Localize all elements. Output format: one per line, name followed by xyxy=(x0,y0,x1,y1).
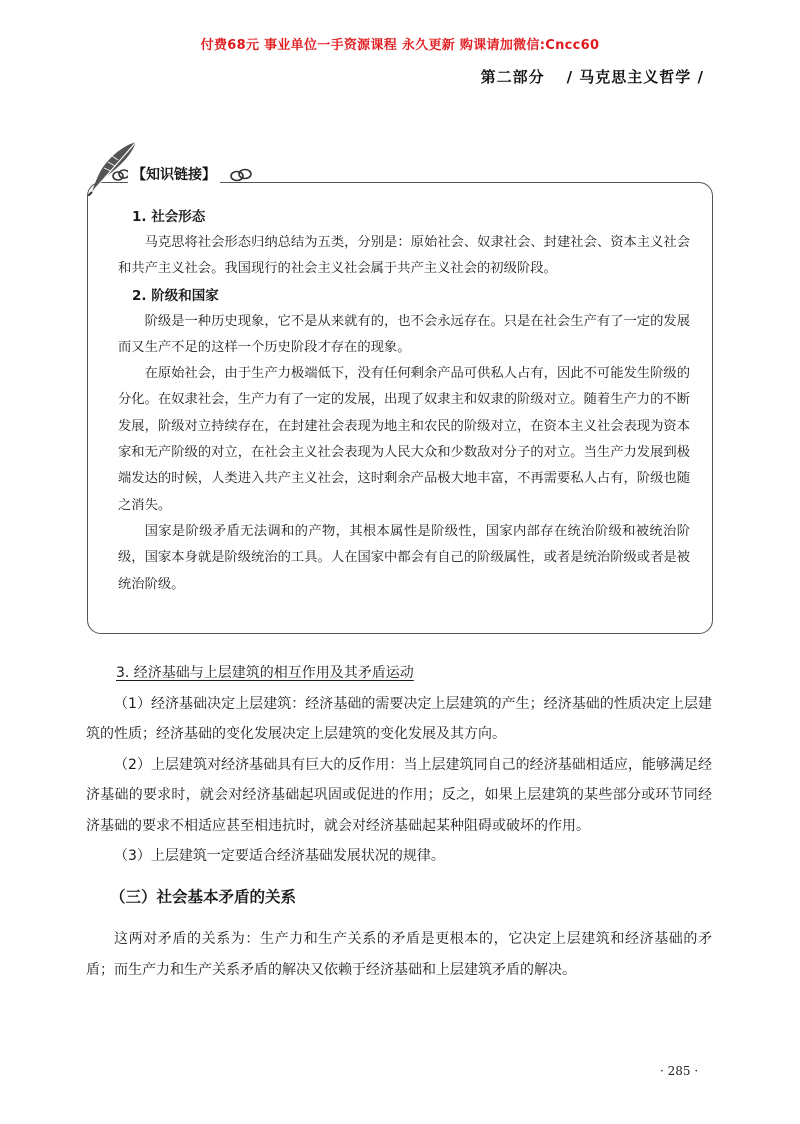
header-part: 第二部分 xyxy=(480,68,545,86)
subsection-heading: （三）社会基本矛盾的关系 xyxy=(110,887,297,906)
body-paragraph: （3）上层建筑一定要适合经济基础发展状况的规律。 xyxy=(114,848,445,864)
header-section: / 马克思主义哲学 / xyxy=(566,68,704,86)
knowledge-box-title: 【知识链接】 xyxy=(128,164,220,184)
knowledge-paragraph: 马克思将社会形态归纳总结为五类，分别是：原始社会、奴隶社会、封建社会、资本主义社会和共产主义社会。我国现行的社会主义社会属于共产主义社会的初级阶段。 xyxy=(118,235,690,277)
running-header xyxy=(481,66,714,87)
body-paragraph: 这两对矛盾的关系为：生产力和生产关系的矛盾是更根本的，它决定上层建筑和经济基础的矛盾；而生产力和生产关系矛盾的解决又依赖于经济基础和上层建筑矛盾的解决。 xyxy=(86,931,712,978)
knowledge-paragraph: 在原始社会，由于生产力极端低下，没有任何剩余产品可供私人占有，因此不可能发生阶级的分化。在奴隶社会，生产力有了一定的发展，出现了奴隶主和奴隶的阶级对立。随着生产力的不断发展，阶级对立持续存在，在封建社会表现为地主和农民的阶级对立，在资本主义社会表现为资本家和无产阶级的对立，在社会主义社会表现为人民大众和少数敌对分子的对立。当生产力发展到极端发达的时候，人类进入共产主义社会，这时剩余产品极大地丰富，不再需要私人占有，阶级也随之消失。 xyxy=(118,366,690,513)
chain-link-icon xyxy=(230,167,252,183)
knowledge-paragraph: 阶级是一种历史现象，它不是从来就有的，也不会永远存在。只是在社会生产有了一定的发展而又生产不足的这样一个历史阶段才存在的现象。 xyxy=(118,313,690,355)
section-heading-text: 3. 经济基础与上层建筑的相互作用及其矛盾运动 xyxy=(116,665,414,681)
knowledge-box-content xyxy=(118,204,690,598)
page-number: · 285 · xyxy=(660,1064,699,1078)
section-heading xyxy=(116,658,712,689)
watermark-text: 付费68元 事业单位一手资源课程 永久更新 购课请加微信:Cncc60 xyxy=(200,38,600,53)
body-paragraph: （2）上层建筑对经济基础具有巨大的反作用：当上层建筑同自己的经济基础相适应，能够满足经济基础的要求时，就会对经济基础起巩固或促进的作用；反之，如果上层建筑的某些部分或环节同经济基础的要求不相适应甚至相违抗时，就会对经济基础起某种阻碍或破坏的作用。 xyxy=(86,756,712,834)
knowledge-heading-class-state: 2. 阶级和国家 xyxy=(132,287,219,304)
body-paragraph: （1）经济基础决定上层建筑：经济基础的需要决定上层建筑的产生；经济基础的性质决定上层建筑的性质；经济基础的变化发展决定上层建筑的变化发展及其方向。 xyxy=(86,695,712,742)
knowledge-box-header xyxy=(82,140,302,196)
knowledge-paragraph: 国家是阶级矛盾无法调和的产物，其根本属性是阶级性，国家内部存在统治阶级和被统治阶级，国家本身就是阶级统治的工具。人在国家中都会有自己的阶级属性，或者是统治阶级或者是被统治阶级。 xyxy=(118,523,690,592)
main-body xyxy=(86,658,712,985)
knowledge-heading-social-forms: 1. 社会形态 xyxy=(132,209,206,225)
